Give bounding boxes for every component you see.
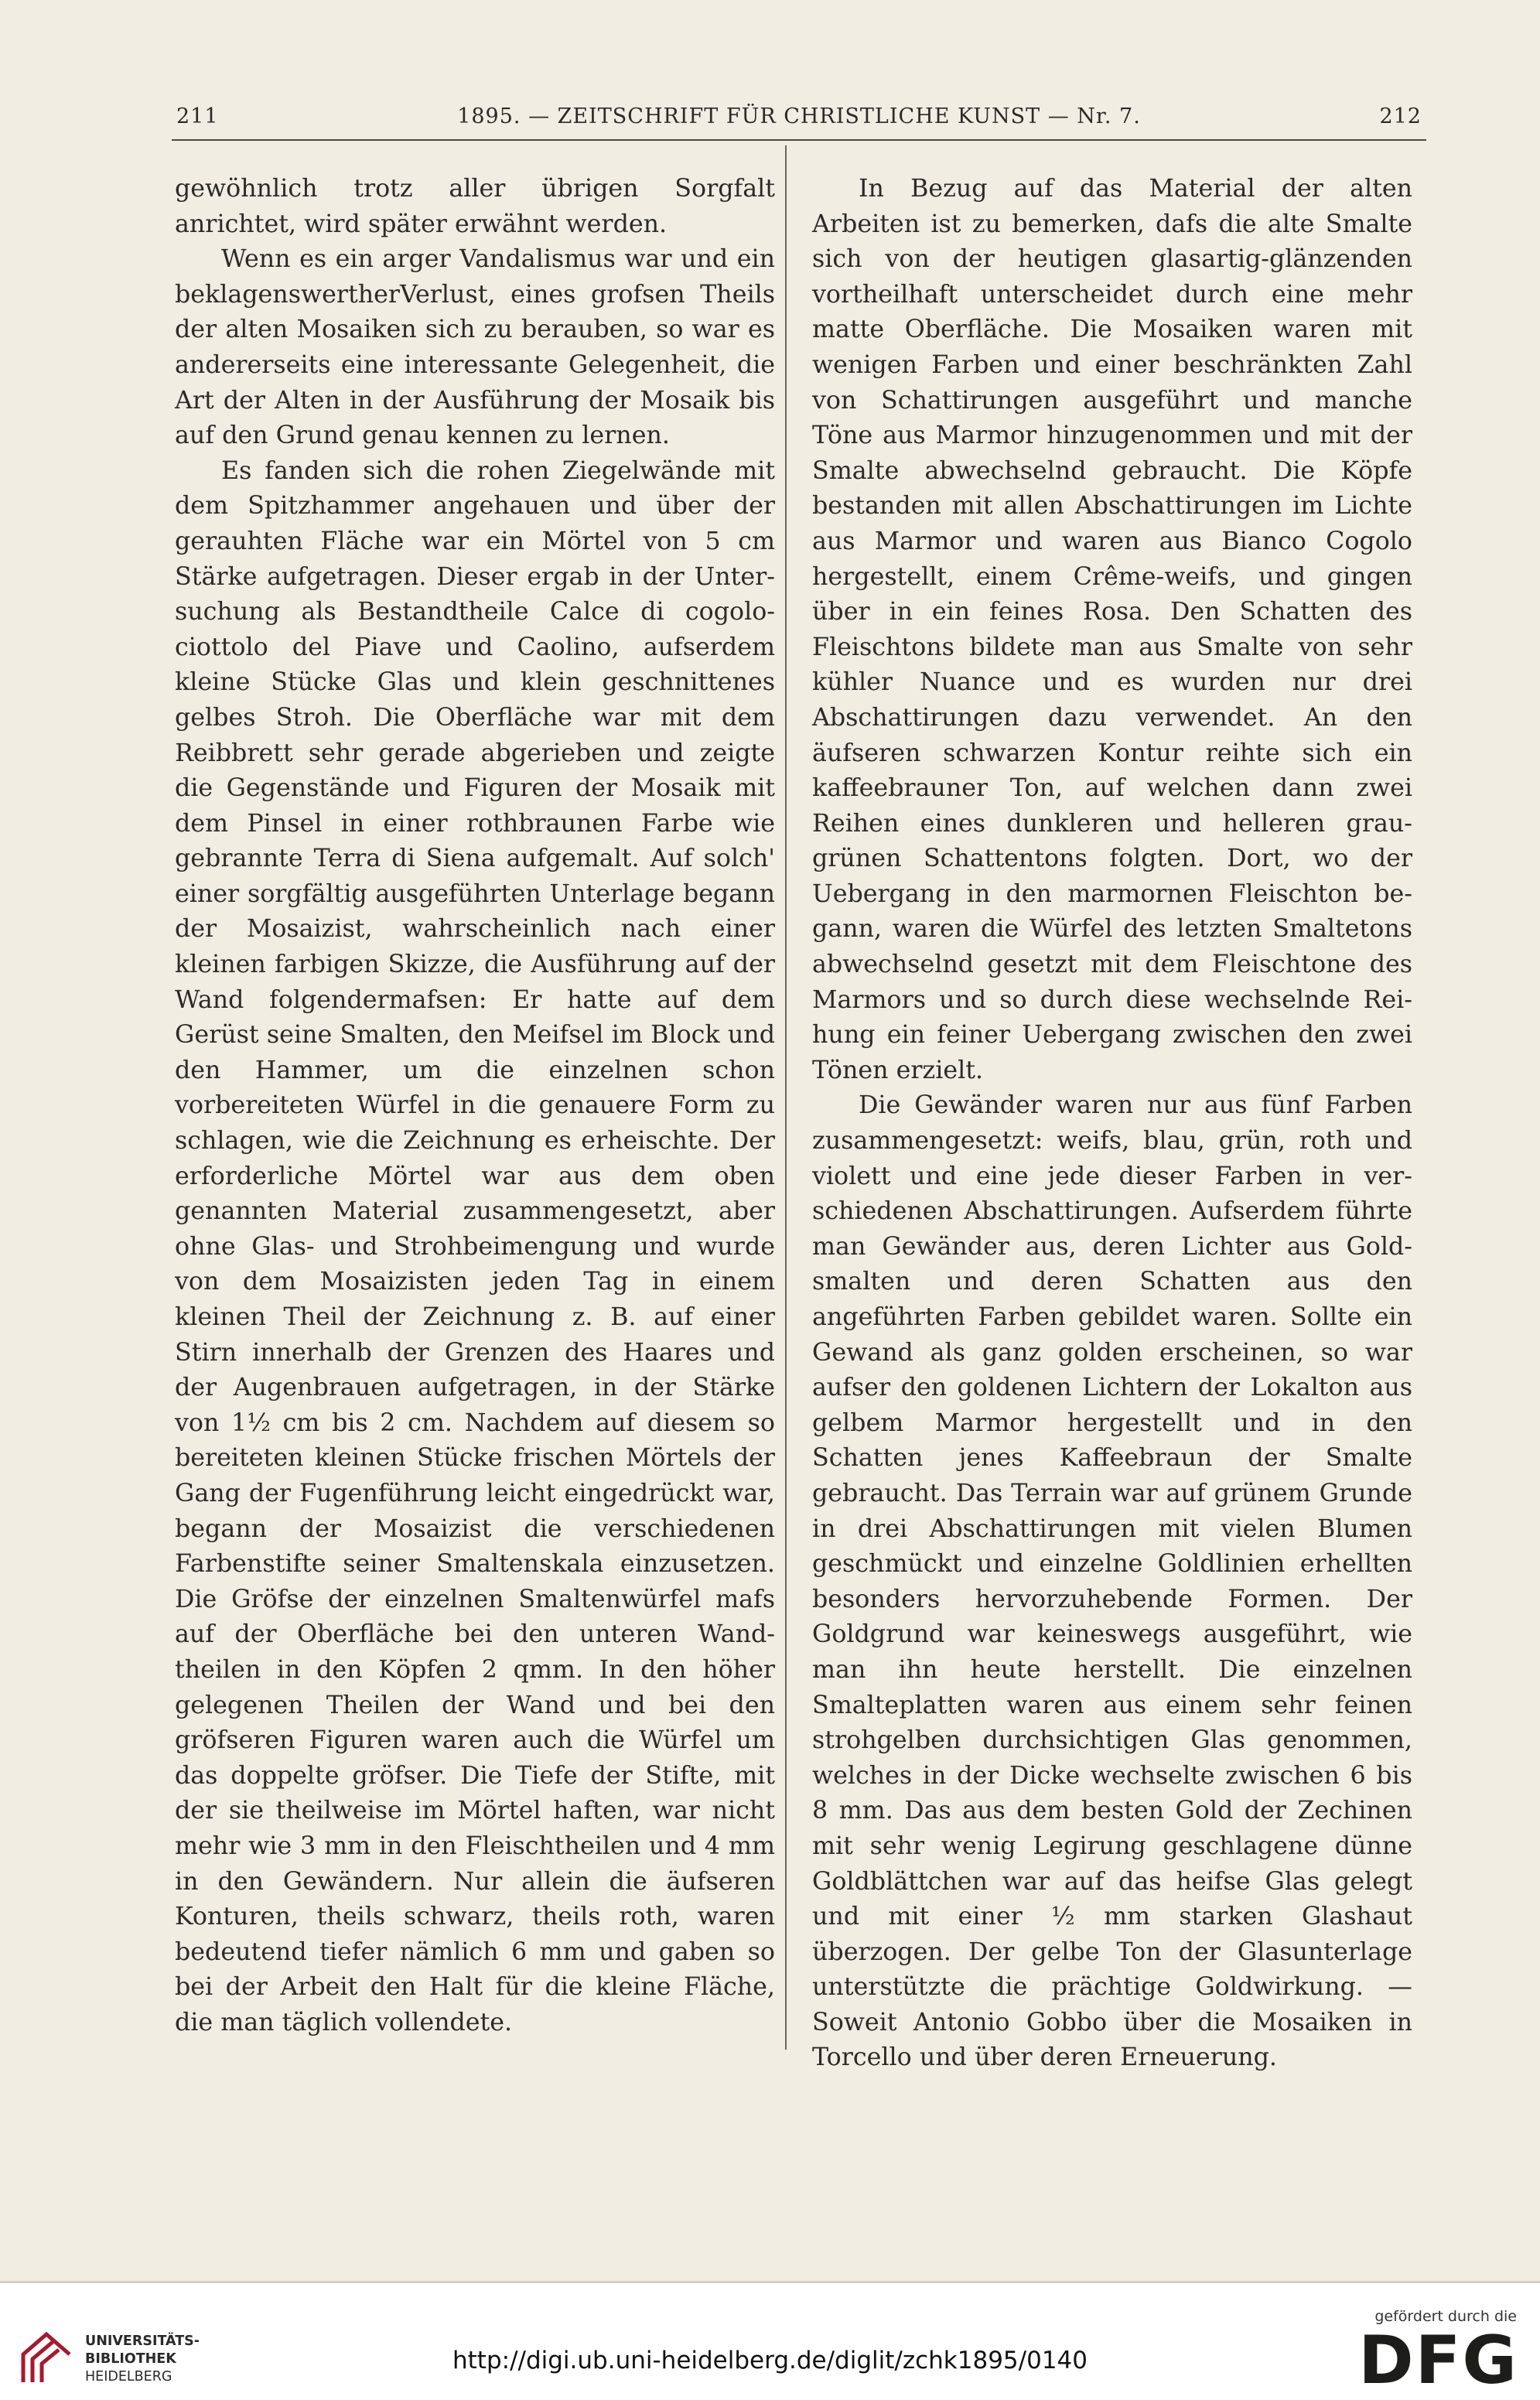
library-name-line: BIBLIOTHEK — [85, 2351, 176, 2367]
left-column — [175, 172, 775, 2040]
funded-by-label: gefördert durch die — [1374, 2308, 1517, 2325]
right-column — [812, 172, 1412, 2076]
running-title: 1895. — ZEITSCHRIFT FÜR CHRISTLICHE KUNST — Nr. 7. — [457, 104, 1141, 128]
paragraph: In Bezug auf das Material der alten Arbeiten ist zu bemerken, dafs die alte Smalte sich von der heutigen glasartig-glänzenden vortheilhaft unterscheidet durch eine mehr matte Oberfläche. Die Mosaiken waren mit wenigen Farben und einer beschränkten Zahl von Schattirungen ausgeführt und manche Töne aus Marmor hinzugenommen und mit der Smalte abwechselnd gebraucht. Die Köpfe bestanden mit allen Abschattirungen im Lichte aus Marmor und waren aus Bianco Cogolo hergestellt, einem Crême-weifs, und gingen über in ein feines Rosa. Den Schatten des Fleischtons bildete man aus Smalte von sehr kühler Nuance und es wurden nur drei Abschattirungen dazu verwendet. An den äufseren schwarzen Kontur reihte sich ein kaffeebrauner Ton, auf welchen dann zwei Reihen eines dunkleren und helleren graugrünen Schattentons folgten. Dort, wo der Uebergang in den marmornen Fleischton begann, waren die Würfel des letzten Smaltetons abwechselnd gesetzt mit dem Fleischtone des Marmors und so durch diese wechselnde Reihung ein feiner Uebergang zwischen den zwei Tönen erzielt. — [812, 175, 1412, 1084]
footer-bar — [0, 2283, 1540, 2400]
dfg-logo: DFG — [1358, 2322, 1518, 2399]
paragraph: Wenn es ein arger Vandalismus war und ein beklagenswertherVerlust, eines grofsen Theils der alten Mosaiken sich zu berauben, so war es andererseits eine interessante Gelegenheit, die Art der Alten in der Ausführung der Mosaik bis auf den Grund genau kennen zu lernen. — [175, 245, 775, 450]
document-url-link[interactable]: http://digi.ub.uni-heidelberg.de/diglit/zchk1895/0140 — [452, 2347, 1088, 2374]
library-name-line: UNIVERSITÄTS- — [85, 2333, 200, 2349]
library-name-line: HEIDELBERG — [85, 2369, 172, 2385]
paragraph: Es fanden sich die rohen Ziegelwände mit dem Spitzhammer angehauen und über der gerauhten Fläche war ein Mörtel von 5 cm Stärke aufgetragen. Dieser ergab in der Untersuchung als Bestandtheile Calce di cogolociottolo del Piave und Caolino, aufserdem kleine Stücke Glas und klein geschnittenes gelbes Stroh. Die Oberfläche war mit dem Reibbrett sehr gerade abgerieben und zeigte die Gegenstände und Figuren der Mosaik mit dem Pinsel in einer rothbraunen Farbe wie gebrannte Terra di Siena aufgemalt. Auf solch' einer sorgfältig ausgeführten Unterlage begann der Mosaizist, wahrscheinlich nach einer kleinen farbigen Skizze, die Ausführung auf der Wand folgendermafsen: Er hatte auf dem Gerüst seine Smalten, den Meifsel im Block und den Hammer, um die einzelnen schon vorbereiteten Würfel in die genauere Form zu schlagen, wie die Zeichnung es erheischte. Der erforderliche Mörtel war aus dem oben genannten Material zusammengesetzt, aber ohne Glas- und Strohbeimengung und wurde von dem Mosaizisten jeden Tag in einem kleinen Theil der Zeichnung z. B. auf einer Stirn innerhalb der Grenzen des Haares und der Augenbrauen aufgetragen, in der Stärke von 1½ cm bis 2 cm. Nachdem auf diesem so bereiteten kleinen Stücke frischen Mörtels der Gang der Fugenführung leicht eingedrückt war, begann der Mosaizist die verschiedenen Farbenstifte seiner Smaltenskala einzusetzen. Die Gröfse der einzelnen Smaltenwürfel mafs auf der Oberfläche bei den unteren Wandtheilen in den Köpfen 2 qmm. In den höher gelegenen Theilen der Wand und bei den gröfseren Figuren waren auch die Würfel um das doppelte gröfser. Die Tiefe der Stifte, mit der sie theilweise im Mörtel haften, war nicht mehr wie 3 mm in den Fleischtheilen und 4 mm in den Gewändern. Nur allein die äufseren Konturen, theils schwarz, theils roth, waren bedeutend tiefer nämlich 6 mm und gaben so bei der Arbeit den Halt für die kleine Fläche, die man täglich vollendete. — [175, 456, 775, 2036]
page-header — [176, 99, 1422, 135]
header-rule — [172, 139, 1426, 141]
page-number-left: 211 — [176, 104, 219, 128]
paragraph: Die Gewänder waren nur aus fünf Farben zusammengesetzt: weifs, blau, grün, roth und violett und eine jede dieser Farben in verschiedenen Abschattirungen. Aufserdem führte man Gewänder aus, deren Lichter aus Goldsmalten und deren Schatten aus den angeführten Farben gebildet waren. Sollte ein Gewand als ganz golden erscheinen, so war aufser den goldenen Lichtern der Lokalton aus gelbem Marmor hergestellt und in den Schatten jenes Kaffeebraun der Smalte gebraucht. Das Terrain war auf grünem Grunde in drei Abschattirungen mit vielen Blumen geschmückt und einzelne Goldlinien erhellten besonders hervorzuhebende Formen. Der Goldgrund war keineswegs ausgeführt, wie man ihn heute herstellt. Die einzelnen Smalteplatten waren aus einem sehr feinen strohgelben durchsichtigen Glas genommen, welches in der Dicke wechselte zwischen 6 bis 8 mm. Das aus dem besten Gold der Zechinen mit sehr wenig Legirung geschlagene dünne Goldblättchen war auf das heifse Glas gelegt und mit einer ½ mm starken Glashaut überzogen. Der gelbe Ton der Glasunterlage unterstützte die prächtige Goldwirkung. — Soweit Antonio Gobbo über die Mosaiken in Torcello und über deren Erneuerung. — [812, 1091, 1412, 2072]
paragraph: gewöhnlich trotz aller übrigen Sorgfalt anrichtet, wird später erwähnt werden. — [175, 175, 775, 238]
page-number-right: 212 — [1379, 104, 1422, 128]
column-divider — [785, 145, 787, 2050]
